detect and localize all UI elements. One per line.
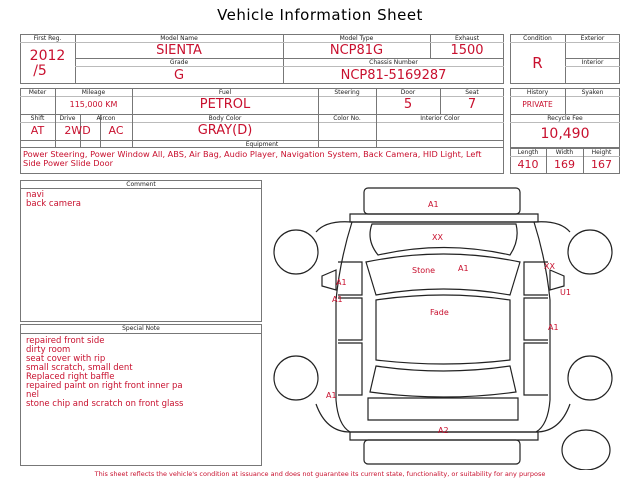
- spare-wheel: [562, 430, 610, 470]
- recycle-fee-value: 10,490: [540, 126, 590, 142]
- syaken-label: Syaken: [581, 89, 604, 96]
- roof-part: [376, 295, 510, 364]
- seat-value: 7: [467, 97, 477, 112]
- grade-label: Grade: [169, 59, 189, 66]
- front-right-wheel: [568, 230, 612, 274]
- history-value: PRIVATE: [522, 100, 553, 109]
- length-value: 410: [517, 158, 539, 171]
- aircon-label: Aircon: [96, 115, 116, 122]
- door-label: Door: [400, 89, 416, 96]
- body-color-value: GRAY(D): [197, 123, 253, 138]
- disclaimer-footer: This sheet reflects the vehicle's condition at issuance and does not guarantee its current state, functionality, or suitability for any purpose: [94, 470, 546, 478]
- hood-part: [370, 224, 517, 255]
- chassis-value: NCP81-5169287: [340, 68, 447, 83]
- condition-label: Condition: [523, 35, 552, 42]
- sheet-title: Vehicle Information Sheet: [217, 6, 423, 24]
- history-label: History: [526, 89, 549, 96]
- mark-windshield-stone: Stone: [412, 266, 436, 275]
- steering-label: Steering: [334, 89, 360, 96]
- mark-right-rear-door: A1: [548, 323, 559, 332]
- model-name-value: SIENTA: [156, 43, 202, 58]
- exterior-label: Exterior: [580, 35, 605, 42]
- aircon-value: AC: [108, 124, 124, 137]
- recycle-fee-label: Recycle Fee: [547, 115, 583, 122]
- mark-roof: Fade: [430, 308, 449, 317]
- mark-windshield-a1: A1: [458, 264, 469, 273]
- rear-right-wheel: [568, 356, 612, 400]
- comment-label: Comment: [126, 181, 156, 188]
- model-type-label: Model Type: [339, 35, 374, 42]
- model-type-value: NCP81G: [329, 43, 384, 58]
- mark-right-front-door: U1: [560, 288, 571, 297]
- right-side-panels: [524, 262, 548, 395]
- windshield-part: [366, 254, 520, 295]
- right-mirror: [550, 270, 564, 290]
- comment-text: navi back camera: [26, 190, 81, 209]
- meter-label: Meter: [28, 89, 47, 96]
- condition-value: R: [532, 54, 543, 72]
- shift-value: AT: [30, 124, 45, 137]
- first-reg-month: /5: [33, 63, 47, 79]
- mileage-value: 115,000 KM: [69, 100, 118, 109]
- rear-window-part: [370, 366, 516, 397]
- exhaust-label: Exhaust: [454, 35, 480, 42]
- width-value: 169: [554, 158, 575, 171]
- rear-bumper-part: [364, 440, 520, 464]
- rear-left-wheel: [274, 356, 318, 400]
- length-label: Length: [517, 149, 539, 156]
- special-note-text: repaired front side dirty room seat cover with rip small scratch, small dent Replaced right baffle repaired paint on right front inner pa nel stone chip and scratch on front glass: [26, 336, 184, 409]
- body-color-label: Body Color: [208, 115, 242, 122]
- height-label: Height: [591, 149, 612, 156]
- grade-value: G: [173, 68, 185, 83]
- mark-rear-bumper: A2: [438, 426, 449, 435]
- equipment-value: Power Steering, Power Window All, ABS, Air Bag, Audio Player, Navigation System, Back Camera, HID Light, Left Side Power Slide Door: [23, 149, 485, 168]
- chassis-label: Chassis Number: [369, 59, 418, 66]
- mark-left-front-door: A1: [336, 278, 347, 287]
- fuel-label: Fuel: [218, 89, 232, 96]
- drive-value: 2WD: [64, 124, 91, 137]
- door-value: 5: [403, 97, 413, 112]
- width-label: Width: [555, 149, 574, 156]
- front-bumper-part: [364, 188, 520, 214]
- first-reg-label: First Reg.: [33, 35, 62, 42]
- mileage-label: Mileage: [81, 89, 106, 96]
- fuel-value: PETROL: [199, 97, 251, 112]
- shift-label: Shift: [30, 115, 45, 122]
- seat-label: Seat: [465, 89, 479, 96]
- mark-front-top: A1: [428, 200, 439, 209]
- interior-label: Interior: [581, 59, 604, 66]
- interior-color-label: Interior Color: [420, 115, 460, 122]
- drive-label: Drive: [59, 115, 76, 122]
- left-mirror: [322, 270, 336, 290]
- mark-hood: XX: [432, 233, 443, 242]
- first-reg-year: 2012: [29, 48, 66, 64]
- exhaust-value: 1500: [450, 43, 484, 58]
- color-no-label: Color No.: [333, 115, 361, 122]
- mark-left-rear-quarter: A1: [326, 391, 337, 400]
- model-name-label: Model Name: [160, 35, 198, 42]
- mark-right-front-fender: XX: [544, 262, 555, 271]
- front-left-wheel: [274, 230, 318, 274]
- special-note-label: Special Note: [122, 325, 160, 332]
- mark-left-rear-door: A1: [332, 295, 343, 304]
- height-value: 167: [591, 158, 612, 171]
- equipment-label: Equipment: [245, 141, 279, 148]
